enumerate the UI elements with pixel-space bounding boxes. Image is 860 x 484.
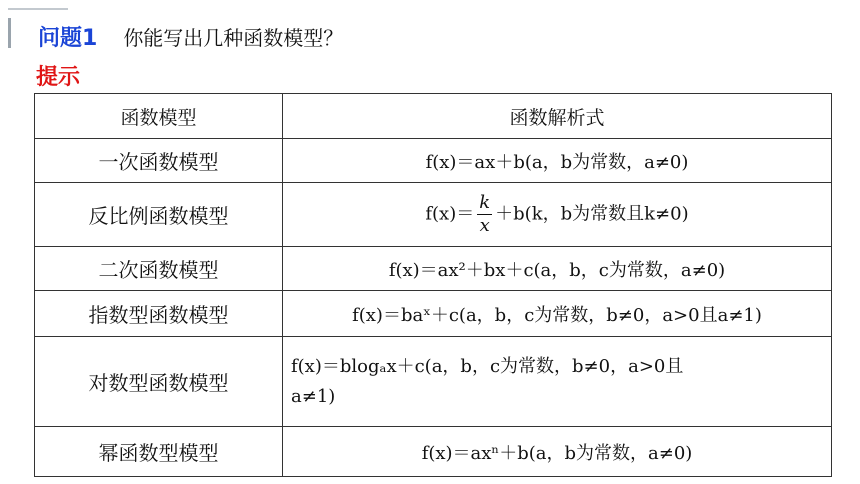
model-formula: f(x)＝ax²＋bx＋c(a，b，c为常数，a≠0) (283, 247, 832, 291)
function-models-table (34, 93, 832, 477)
model-name: 幂函数型模型 (35, 427, 283, 477)
formula-prefix: f(x)＝ (425, 203, 475, 225)
formula-line-1: f(x)＝blogₐx＋c(a，b，c为常数，b≠0，a>0且 (291, 355, 684, 377)
question-label: 问题1 (38, 25, 98, 51)
formula-line-2: a≠1) (291, 385, 336, 407)
fraction-numerator: k (479, 192, 491, 214)
hint-label: 提示 (36, 65, 81, 90)
formula-suffix: ＋b(k，b为常数且k≠0) (495, 203, 689, 225)
model-name: 指数型函数模型 (35, 291, 283, 337)
question-text: 你能写出几种函数模型？ (123, 25, 344, 50)
table-row (35, 291, 832, 337)
model-formula (283, 183, 832, 247)
model-formula: f(x)＝ax＋b(a，b为常数，a≠0) (283, 139, 832, 183)
decorative-bar (8, 18, 11, 48)
model-formula: f(x)＝axⁿ＋b(a，b为常数，a≠0) (283, 427, 832, 477)
fraction-denominator: x (479, 215, 490, 236)
table-row (35, 337, 832, 427)
model-formula (283, 337, 832, 427)
model-name: 对数型函数模型 (35, 337, 283, 427)
model-name: 反比例函数模型 (35, 183, 283, 247)
model-name: 二次函数模型 (35, 247, 283, 291)
table-row (35, 427, 832, 477)
header-formula: 函数解析式 (283, 94, 832, 139)
table-row (35, 139, 832, 183)
table-row (35, 247, 832, 291)
model-formula: f(x)＝baˣ＋c(a，b，c为常数，b≠0，a>0且a≠1) (283, 291, 832, 337)
table-header-row (35, 94, 832, 139)
fraction (477, 193, 492, 236)
question-row (38, 20, 343, 52)
model-name: 一次函数模型 (35, 139, 283, 183)
decorative-line (8, 8, 68, 10)
header-model: 函数模型 (35, 94, 283, 139)
table-row (35, 183, 832, 247)
